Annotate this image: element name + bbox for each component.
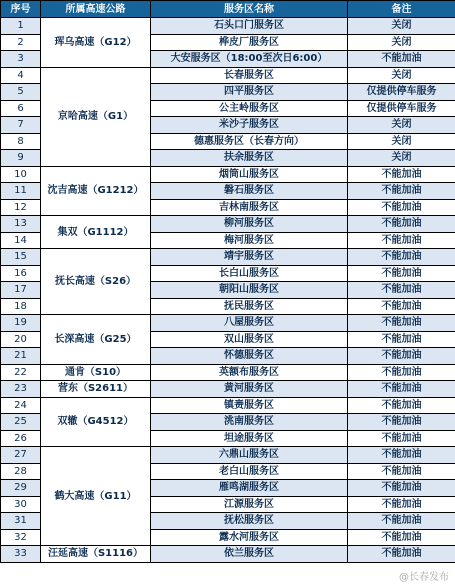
service-area-name: 长春服务区 — [151, 67, 348, 84]
status-note: 不能加油 — [348, 447, 455, 464]
highway-name: 长深高速（G25） — [41, 315, 151, 365]
service-area-name: 镇赉服务区 — [151, 397, 348, 414]
service-area-name: 江源服务区 — [151, 496, 348, 513]
table-row — [1, 216, 455, 233]
row-number: 26 — [1, 430, 41, 447]
row-number: 5 — [1, 84, 41, 101]
service-area-name: 桦皮厂服务区 — [151, 34, 348, 51]
service-area-name: 六鼎山服务区 — [151, 447, 348, 464]
row-number: 32 — [1, 529, 41, 546]
row-number: 18 — [1, 298, 41, 315]
highway-name: 营东（S2611） — [41, 381, 151, 398]
row-number: 16 — [1, 265, 41, 282]
status-note: 不能加油 — [348, 183, 455, 200]
status-note: 不能加油 — [348, 331, 455, 348]
status-note: 不能加油 — [348, 496, 455, 513]
highway-name: 双辙（G4512） — [41, 397, 151, 447]
service-area-name: 长白山服务区 — [151, 265, 348, 282]
table-row — [1, 18, 455, 35]
header-note: 备注 — [348, 1, 455, 18]
row-number: 15 — [1, 249, 41, 266]
status-note: 不能加油 — [348, 232, 455, 249]
row-number: 24 — [1, 397, 41, 414]
row-number: 7 — [1, 117, 41, 134]
service-area-name: 米沙子服务区 — [151, 117, 348, 134]
row-number: 14 — [1, 232, 41, 249]
status-note: 不能加油 — [348, 430, 455, 447]
service-area-name: 磐石服务区 — [151, 183, 348, 200]
row-number: 21 — [1, 348, 41, 365]
service-area-name: 八屋服务区 — [151, 315, 348, 332]
status-note: 不能加油 — [348, 546, 455, 563]
status-note: 不能加油 — [348, 381, 455, 398]
service-area-name: 坦途服务区 — [151, 430, 348, 447]
service-area-name: 石头口门服务区 — [151, 18, 348, 35]
status-note: 关闭 — [348, 117, 455, 134]
highway-name: 通肯（S10） — [41, 364, 151, 381]
row-number: 30 — [1, 496, 41, 513]
highway-name: 集双（G1112） — [41, 216, 151, 249]
row-number: 12 — [1, 199, 41, 216]
table-row — [1, 397, 455, 414]
table-row — [1, 315, 455, 332]
table-row — [1, 249, 455, 266]
service-area-name: 烟筒山服务区 — [151, 166, 348, 183]
status-note: 不能加油 — [348, 315, 455, 332]
highway-name: 汪延高速（S1116） — [41, 546, 151, 563]
status-note: 不能加油 — [348, 249, 455, 266]
service-area-name: 吉林南服务区 — [151, 199, 348, 216]
row-number: 1 — [1, 18, 41, 35]
service-area-name: 四平服务区 — [151, 84, 348, 101]
row-number: 3 — [1, 51, 41, 68]
status-note: 不能加油 — [348, 397, 455, 414]
row-number: 9 — [1, 150, 41, 167]
row-number: 17 — [1, 282, 41, 299]
row-number: 23 — [1, 381, 41, 398]
table-body — [1, 18, 455, 563]
table-row — [1, 67, 455, 84]
service-area-name: 双山服务区 — [151, 331, 348, 348]
status-note: 不能加油 — [348, 51, 455, 68]
service-area-name: 抚民服务区 — [151, 298, 348, 315]
status-note: 关闭 — [348, 18, 455, 35]
service-area-name: 柳河服务区 — [151, 216, 348, 233]
header-num: 序号 — [1, 1, 41, 18]
header-name: 服务区名称 — [151, 1, 348, 18]
row-number: 31 — [1, 513, 41, 530]
watermark-text: @长春发布 — [399, 572, 449, 583]
service-area-name: 梅河服务区 — [151, 232, 348, 249]
row-number: 27 — [1, 447, 41, 464]
service-area-name: 黄河服务区 — [151, 381, 348, 398]
status-note: 不能加油 — [348, 265, 455, 282]
service-area-name: 洮南服务区 — [151, 414, 348, 431]
status-note: 不能加油 — [348, 364, 455, 381]
status-note: 关闭 — [348, 150, 455, 167]
highway-name: 珲乌高速（G12） — [41, 18, 151, 68]
status-note: 不能加油 — [348, 480, 455, 497]
service-area-name: 抚松服务区 — [151, 513, 348, 530]
service-area-name: 德惠服务区（长春方向） — [151, 133, 348, 150]
highway-name: 鹤大高速（G11） — [41, 447, 151, 546]
row-number: 8 — [1, 133, 41, 150]
status-note: 不能加油 — [348, 414, 455, 431]
row-number: 29 — [1, 480, 41, 497]
highway-name: 抚长高速（S26） — [41, 249, 151, 315]
service-area-name: 怀德服务区 — [151, 348, 348, 365]
table-header-row — [1, 1, 455, 18]
row-number: 10 — [1, 166, 41, 183]
status-note: 关闭 — [348, 67, 455, 84]
status-note: 关闭 — [348, 133, 455, 150]
service-area-name: 扶余服务区 — [151, 150, 348, 167]
row-number: 22 — [1, 364, 41, 381]
row-number: 33 — [1, 546, 41, 563]
row-number: 11 — [1, 183, 41, 200]
service-area-name: 朝阳山服务区 — [151, 282, 348, 299]
status-note: 不能加油 — [348, 513, 455, 530]
service-area-name: 依兰服务区 — [151, 546, 348, 563]
status-note: 不能加油 — [348, 199, 455, 216]
row-number: 2 — [1, 34, 41, 51]
status-note: 不能加油 — [348, 298, 455, 315]
row-number: 13 — [1, 216, 41, 233]
service-area-name: 英额布服务区 — [151, 364, 348, 381]
header-road: 所属高速公路 — [41, 1, 151, 18]
table-row — [1, 546, 455, 563]
service-area-name: 雁鸣湖服务区 — [151, 480, 348, 497]
table-row — [1, 381, 455, 398]
highway-name: 京哈高速（G1） — [41, 67, 151, 166]
status-note: 不能加油 — [348, 282, 455, 299]
row-number: 25 — [1, 414, 41, 431]
row-number: 20 — [1, 331, 41, 348]
service-area-name: 公主岭服务区 — [151, 100, 348, 117]
service-area-name: 靖宇服务区 — [151, 249, 348, 266]
service-area-name: 老白山服务区 — [151, 463, 348, 480]
status-note: 关闭 — [348, 34, 455, 51]
table-row — [1, 166, 455, 183]
status-note: 仅提供停车服务 — [348, 100, 455, 117]
row-number: 28 — [1, 463, 41, 480]
status-note: 不能加油 — [348, 463, 455, 480]
status-note: 不能加油 — [348, 529, 455, 546]
table-row — [1, 364, 455, 381]
status-note: 不能加油 — [348, 166, 455, 183]
row-number: 6 — [1, 100, 41, 117]
service-area-name: 大安服务区（18:00至次日6:00） — [151, 51, 348, 68]
status-note: 不能加油 — [348, 216, 455, 233]
status-note: 不能加油 — [348, 348, 455, 365]
table-row — [1, 447, 455, 464]
highway-name: 沈吉高速（G1212） — [41, 166, 151, 216]
row-number: 19 — [1, 315, 41, 332]
row-number: 4 — [1, 67, 41, 84]
service-area-name: 露水河服务区 — [151, 529, 348, 546]
status-note: 仅提供停车服务 — [348, 84, 455, 101]
